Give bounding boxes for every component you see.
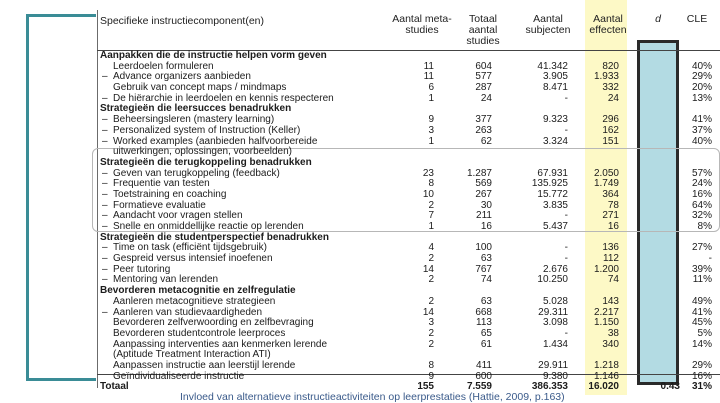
cell-eff: 112: [603, 253, 619, 265]
cell-ms: 8: [428, 359, 434, 371]
row-label: Aanpassen instructie aan leerstijl lerende: [113, 359, 296, 371]
cell-subj: 41.342: [537, 60, 568, 72]
cell-subj: 67.931: [537, 167, 568, 179]
row-label: Worked examples (aanbieden halfvoorbereide: [113, 135, 318, 147]
cell-subj: -: [564, 327, 568, 339]
table-body: [0, 51, 720, 393]
row-label: Gebruik van concept maps / mindmaps: [113, 82, 287, 94]
cell-cle: 14%: [691, 338, 712, 350]
row-label: Aanpassing interventies aan kenmerken lerende: [113, 338, 328, 350]
cell-ms: 2: [428, 274, 434, 286]
cell-ms: 9: [428, 114, 434, 126]
cell-ts: 63: [480, 295, 492, 307]
cell-cle: -: [708, 253, 712, 265]
cell-cle: 8%: [697, 221, 712, 232]
cell-ts: 74: [480, 274, 492, 286]
cell-ms: 2: [428, 199, 434, 211]
row-label: Bevorderen studentcontrole leerproces: [113, 327, 286, 339]
cell-eff: 38: [607, 327, 619, 339]
cell-subj: -: [564, 124, 568, 136]
bullet-dash: –: [102, 210, 108, 222]
cell-ts: 377: [475, 114, 492, 126]
cell-subj: 3.835: [542, 199, 568, 211]
cell-eff: 2.050: [593, 167, 619, 179]
cell-ts: 16: [480, 221, 492, 232]
bullet-dash: –: [102, 306, 108, 318]
row-label: Aandacht voor vragen stellen: [113, 210, 243, 222]
section-heading: [0, 158, 720, 169]
cell-ts: 577: [475, 71, 492, 83]
cell-ts: 211: [476, 210, 492, 222]
cell-cle: 29%: [691, 359, 712, 371]
cell-ms: 23: [422, 167, 434, 179]
cell-cle: 20%: [691, 82, 712, 94]
cell-eff: 143: [602, 295, 619, 307]
cell-eff: 271: [602, 210, 619, 222]
cell-ts: 263: [475, 124, 492, 136]
cell-cle: 32%: [691, 210, 712, 222]
table-row: [0, 340, 720, 351]
cell-eff: 151: [602, 135, 619, 147]
table-row: [0, 297, 720, 308]
cell-ts: 569: [475, 178, 492, 190]
cell-ts: 767: [475, 263, 492, 275]
cell-ms: 9: [428, 370, 434, 382]
table-row: [0, 126, 720, 137]
cell-subj: 3.098: [542, 317, 568, 329]
cell-cle: 41%: [691, 114, 712, 126]
row-label: Time on task (efficiënt tijdsgebruik): [113, 242, 267, 254]
cell-ms: 155: [417, 381, 434, 393]
header-d: d: [655, 13, 661, 25]
cell-cle: 37%: [691, 124, 712, 136]
cell-ms: 11: [423, 71, 434, 83]
bullet-dash: –: [102, 135, 108, 147]
row-label: De hiërarchie in leerdoelen en kennis respecteren: [113, 92, 334, 104]
cell-ts: 287: [475, 82, 492, 94]
cell-ms: 3: [428, 317, 434, 329]
cell-ms: 10: [422, 188, 434, 200]
cell-eff: 1.749: [593, 178, 619, 190]
cell-d: 0.43: [660, 381, 680, 393]
cell-ms: 6: [428, 82, 434, 94]
header-effects: Aantal effecten: [589, 13, 627, 36]
cell-ms: 1: [428, 135, 434, 147]
cell-subj: 29.311: [538, 306, 568, 318]
cell-ts: 600: [475, 370, 492, 382]
cell-ms: 1: [428, 92, 434, 104]
row-label: Bevorderen metacognitie en zelfregulatie: [100, 285, 296, 297]
row-label: Peer tutoring: [113, 263, 171, 275]
cell-cle: 13%: [691, 92, 712, 104]
cell-subj: 8.471: [542, 82, 568, 94]
cell-ms: 8: [428, 178, 434, 190]
cell-eff: 74: [607, 274, 619, 286]
row-label: Aanleren metacognitieve strategieen: [113, 295, 276, 307]
cell-cle: 39%: [691, 263, 712, 275]
cell-cle: 24%: [691, 178, 712, 190]
cell-subj: 29.911: [538, 359, 568, 371]
cell-eff: 1.200: [593, 263, 619, 275]
header-cle: CLE: [686, 13, 708, 25]
cell-ts: 668: [475, 306, 492, 318]
row-label: Snelle en onmiddellijke reactie op lerenden: [113, 221, 304, 232]
cell-ms: 14: [422, 306, 434, 318]
cell-ts: 267: [475, 188, 492, 200]
cell-cle: 40%: [691, 135, 712, 147]
cell-subj: -: [564, 253, 568, 265]
row-label: Totaal: [100, 381, 129, 393]
cell-subj: 9.323: [542, 114, 568, 126]
cell-cle: 49%: [691, 295, 712, 307]
row-label: Frequentie van testen: [113, 178, 210, 190]
cell-eff: 1.150: [593, 317, 619, 329]
cell-eff: 1.146: [593, 370, 619, 382]
cell-eff: 1.218: [593, 359, 619, 371]
cell-ms: 4: [428, 242, 434, 254]
cell-ms: 2: [428, 295, 434, 307]
row-label: Aanleren van studievaardigheden: [113, 306, 262, 318]
cell-eff: 820: [602, 60, 619, 72]
bullet-dash: –: [102, 221, 108, 232]
bullet-dash: –: [102, 92, 108, 104]
cell-subj: -: [564, 210, 568, 222]
cell-cle: 29%: [691, 71, 712, 83]
cell-eff: 78: [607, 199, 619, 211]
cell-subj: 386.353: [531, 381, 568, 393]
cell-ms: 2: [428, 253, 434, 265]
cell-ms: 11: [423, 60, 434, 72]
row-label: Strategieën die terugkoppeling benadrukken: [100, 156, 312, 168]
cell-cle: 64%: [691, 199, 712, 211]
cell-eff: 24: [607, 92, 619, 104]
cell-cle: 57%: [691, 167, 712, 179]
row-label: Advance organizers aanbieden: [113, 71, 251, 83]
cell-eff: 340: [602, 338, 619, 350]
row-label: Personalized system of Instruction (Keller): [113, 124, 301, 136]
cell-subj: 2.676: [542, 263, 568, 275]
cell-ms: 14: [422, 263, 434, 275]
bullet-dash: –: [102, 178, 108, 190]
cell-eff: 2.217: [593, 306, 619, 318]
cell-eff: 1.933: [593, 71, 619, 83]
row-label: Beheersingsleren (mastery learning): [113, 114, 275, 126]
cell-eff: 136: [602, 242, 619, 254]
table-caption: Invloed van alternatieve instructieactiviteiten op leerprestaties (Hattie, 2009, p.163): [180, 391, 565, 403]
bullet-dash: –: [102, 124, 108, 136]
row-label: Toetstraining en coaching: [113, 188, 227, 200]
row-label: Geïndividualiseerde instructie: [113, 370, 245, 382]
row-label: Strategieën die studentperspectief benadrukken: [100, 231, 329, 243]
row-label: Formatieve evaluatie: [113, 199, 206, 211]
cell-ms: 3: [428, 124, 434, 136]
bullet-dash: –: [102, 274, 108, 286]
bullet-dash: –: [102, 242, 108, 254]
bullet-dash: –: [102, 114, 108, 126]
cell-eff: 16: [607, 221, 619, 232]
header-component: Specifieke instructiecomponent(en): [100, 15, 265, 27]
bullet-dash: –: [102, 263, 108, 275]
cell-ts: 24: [480, 92, 492, 104]
bullet-dash: –: [102, 167, 108, 179]
row-label: Leerdoelen formuleren: [113, 60, 214, 72]
bracket-top: [26, 14, 96, 17]
cell-ts: 61: [480, 338, 492, 350]
cell-eff: 332: [602, 82, 619, 94]
cell-ts: 1.287: [466, 167, 492, 179]
cell-cle: 31%: [691, 381, 712, 393]
table-row: [0, 137, 720, 148]
cell-subj: 5.028: [542, 295, 568, 307]
cell-subj: 1.434: [542, 338, 568, 350]
cell-ts: 113: [476, 317, 492, 329]
cell-ts: 62: [480, 135, 492, 147]
cell-ms: 2: [428, 327, 434, 339]
row-label: Gespreid versus intensief inoefenen: [113, 253, 273, 265]
cell-subj: 15.772: [537, 188, 568, 200]
table-row: [0, 329, 720, 340]
cell-ts: 65: [480, 327, 492, 339]
cell-cle: 45%: [691, 317, 712, 329]
bullet-dash: –: [102, 199, 108, 211]
cell-cle: 11%: [692, 274, 712, 286]
cell-eff: 16.020: [588, 381, 619, 393]
cell-subj: 10.250: [537, 274, 568, 286]
row-label: uitwerkingen, oplossingen, voorbeelden): [113, 146, 293, 158]
header-meta-studies: Aantal meta-studies: [392, 13, 452, 36]
cell-cle: 27%: [691, 242, 712, 254]
header-total-studies: Totaal aantal studies: [466, 13, 500, 47]
bullet-dash: –: [102, 71, 108, 83]
cell-ts: 411: [476, 359, 492, 371]
cell-ts: 604: [475, 60, 492, 72]
cell-ms: 1: [428, 221, 434, 232]
header-subjects: Aantal subjecten: [525, 13, 571, 36]
cell-eff: 162: [602, 124, 619, 136]
cell-ts: 63: [480, 253, 492, 265]
row-label: Bevorderen zelfverwoording en zelfbevraging: [113, 317, 314, 329]
row-label: (Aptitude Treatment Interaction ATI): [113, 349, 271, 361]
cell-subj: 5.437: [542, 221, 568, 232]
cell-cle: 5%: [697, 327, 712, 339]
row-label: Strategieën die leersucces benadrukken: [100, 103, 292, 115]
cell-subj: 3.324: [542, 135, 568, 147]
cell-eff: 364: [602, 188, 619, 200]
cell-ms: 2: [428, 338, 434, 350]
cell-subj: -: [564, 242, 568, 254]
cell-subj: -: [564, 92, 568, 104]
bullet-dash: –: [102, 253, 108, 265]
row-label: Mentoring van lerenden: [113, 274, 219, 286]
cell-subj: 3.905: [542, 71, 568, 83]
row-label: Aanpakken die de instructie helpen vorm geven: [100, 50, 327, 61]
cell-ms: 7: [428, 210, 434, 222]
bullet-dash: –: [102, 188, 108, 200]
cell-subj: 135.925: [531, 178, 568, 190]
cell-cle: 16%: [691, 370, 712, 382]
cell-subj: 9.380: [542, 370, 568, 382]
cell-cle: 40%: [691, 60, 712, 72]
row-label: Geven van terugkoppeling (feedback): [113, 167, 280, 179]
cell-cle: 41%: [691, 306, 712, 318]
cell-ts: 100: [475, 242, 492, 254]
cell-ts: 7.559: [466, 381, 492, 393]
cell-cle: 16%: [691, 188, 712, 200]
cell-ts: 30: [480, 199, 492, 211]
cell-eff: 296: [602, 114, 619, 126]
